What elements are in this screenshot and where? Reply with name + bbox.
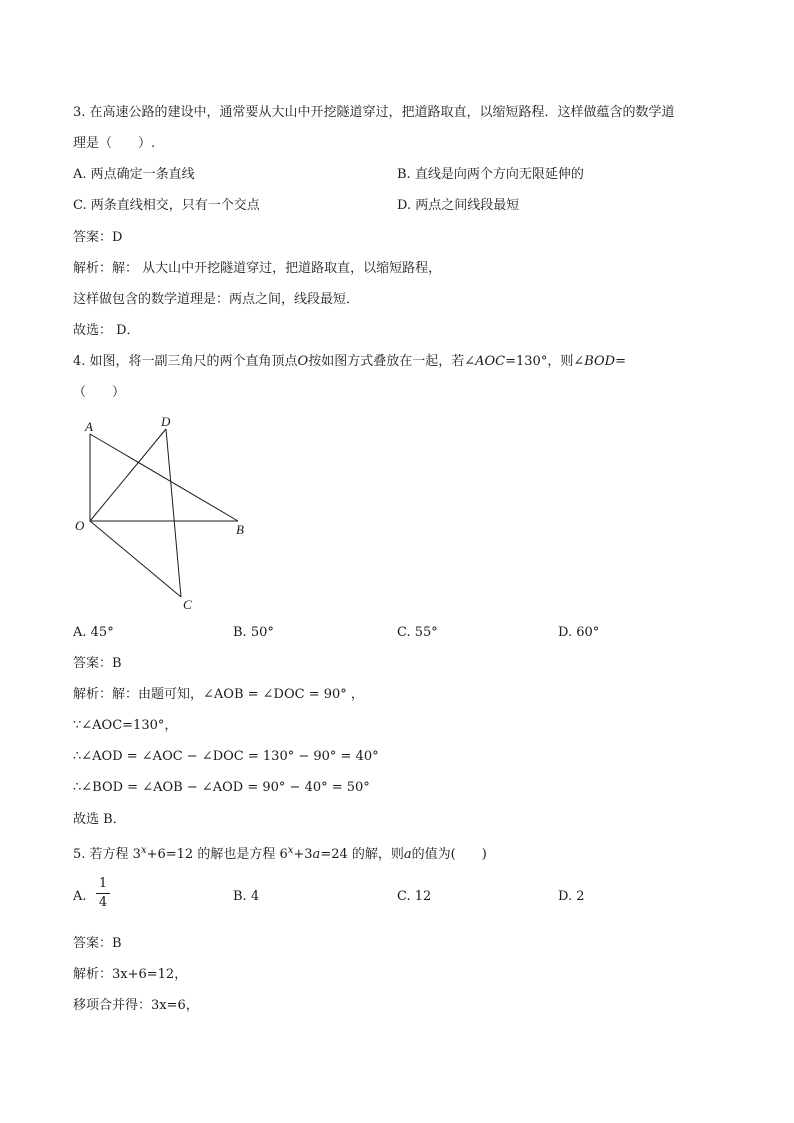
q3-analysis-line1: 解析：解： 从大山中开挖隧道穿过，把道路取直，以缩短路程， — [73, 261, 442, 276]
q4-option-a: A. 45° — [73, 625, 114, 640]
point-a-label: A — [85, 419, 93, 434]
q4-answer: 答案：B — [73, 656, 122, 671]
q4-conclusion: 故选 B． — [73, 812, 126, 827]
segment-oc — [90, 521, 181, 597]
q3-option-c: C. 两条直线相交，只有一个交点 — [73, 198, 260, 213]
q4-option-d: D. 60° — [558, 625, 600, 640]
q4-analysis-line1: 解析：解：由题可知，∠AOB = ∠DOC = 90° ， — [73, 687, 364, 702]
q3-stem-line1: 3. 在高速公路的建设中，通常要从大山中开挖隧道穿过，把道路取直，以缩短路程．这样做蕴含的数学道 — [73, 105, 675, 120]
q3-answer: 答案：D — [73, 230, 123, 245]
segment-od — [90, 429, 166, 521]
q4-analysis-line4: ∴∠BOD = ∠AOB − ∠AOD = 90° − 40° = 50° — [73, 780, 370, 795]
q4-stem-line2: （ ） — [73, 385, 126, 400]
fraction-numerator: 1 — [98, 876, 108, 891]
q5-option-a-prefix: A. — [73, 889, 87, 904]
point-o-label: O — [75, 518, 85, 533]
q3-option-a: A. 两点确定一条直线 — [73, 167, 195, 182]
segment-dc — [166, 429, 181, 597]
q5-option-d: D. 2 — [558, 889, 585, 904]
fraction-bar — [96, 893, 110, 894]
q3-conclusion: 故选： D． — [73, 323, 140, 338]
q3-option-b: B. 直线是向两个方向无限延伸的 — [397, 167, 584, 182]
segment-ab — [90, 434, 238, 521]
q5-analysis-line1: 解析：3x+6=12， — [73, 967, 188, 982]
q3-option-d: D. 两点之间线段最短 — [397, 198, 520, 213]
q5-analysis-line2: 移项合并得：3x=6， — [73, 998, 199, 1013]
q5-answer: 答案：B — [73, 936, 122, 951]
q5-option-a-fraction — [96, 876, 110, 911]
q4-stem-line1: 4. 如图，将一副三角尺的两个直角顶点O按如图方式叠放在一起，若∠AOC=130°，则∠BOD= — [73, 354, 627, 369]
q5-stem: 5. 若方程 $3^x+6=12$ 的解也是方程 $6^x+3a=24$ 的解，则a的值为( ) — [73, 845, 487, 862]
q4-analysis-line3: ∴∠AOD = ∠AOC − ∠DOC = 130° − 90° = 40° — [73, 749, 379, 764]
point-d-label: D — [161, 414, 171, 429]
q3-stem-line2: 理是（ ）. — [73, 136, 156, 151]
q4-option-c: C. 55° — [397, 625, 438, 640]
q4-analysis-line2: ∵∠AOC=130°， — [73, 718, 178, 733]
q5-option-b: B. 4 — [233, 889, 260, 904]
fraction-denominator: 4 — [98, 895, 108, 910]
point-c-label: C — [183, 597, 192, 612]
point-b-label: B — [236, 522, 244, 537]
q5-option-c: C. 12 — [397, 889, 432, 904]
q3-analysis-line2: 这样做包含的数学道理是：两点之间，线段最短． — [73, 292, 360, 307]
q4-option-b: B. 50° — [233, 625, 274, 640]
